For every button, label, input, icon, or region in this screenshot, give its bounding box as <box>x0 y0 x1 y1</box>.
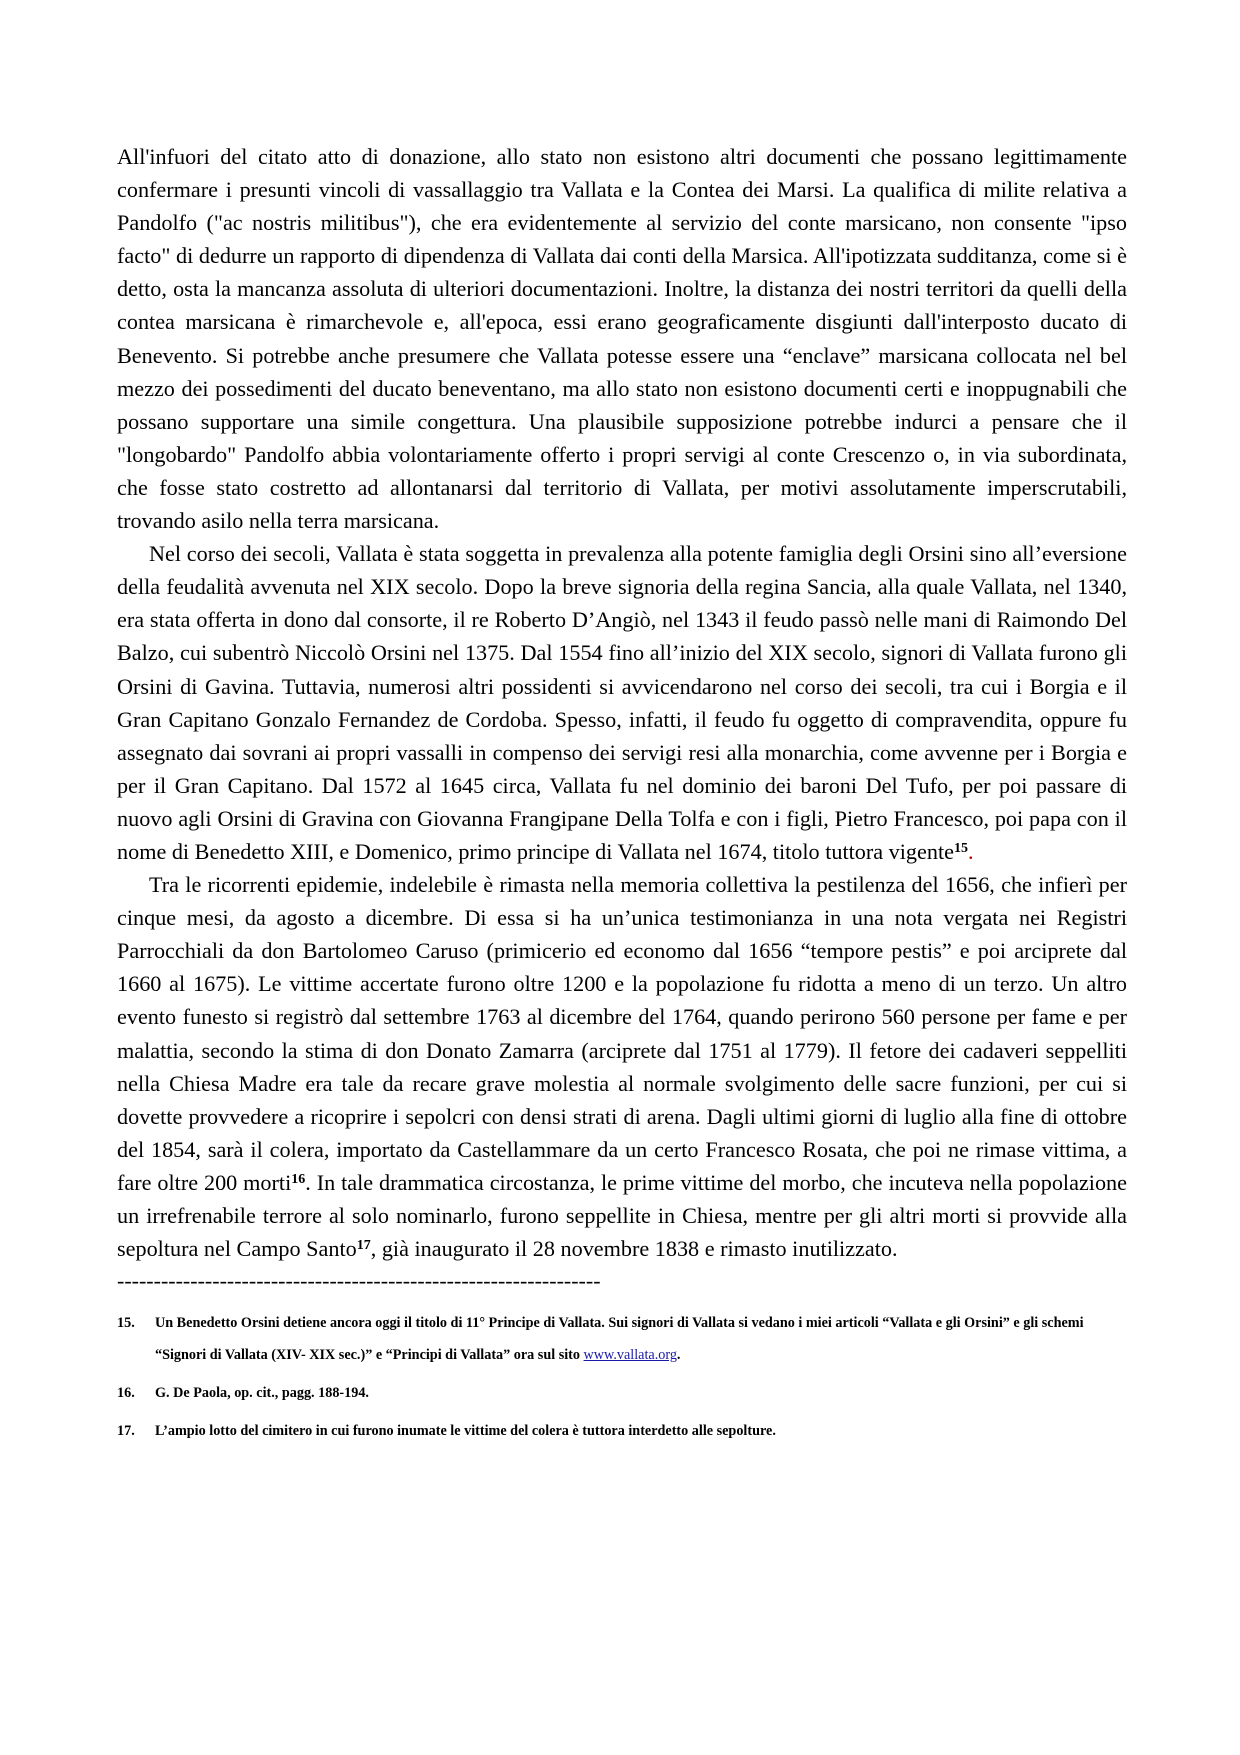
footnote-text: G. De Paola, op. cit., pagg. 188-194. <box>155 1385 369 1402</box>
footnote-ref-15: 15 <box>953 840 968 856</box>
paragraph-2-tail: . <box>967 838 974 864</box>
paragraph-3-text-b: . In tale drammatica circostanza, le prime vittime del morbo, che incuteva nella popolazione un irrefrenabile terrore al solo nominarlo, furono seppellite in Chiesa, mentre per gli altri morti si provvide alla sepoltura nel Campo Santo <box>117 1169 1127 1262</box>
footnote-number: 15. <box>117 1315 135 1332</box>
paragraph-3 <box>117 868 1127 1265</box>
paragraph-2 <box>117 537 1127 868</box>
footnote-number: 16. <box>117 1385 135 1402</box>
footnote-text: Un Benedetto Orsini detiene ancora oggi il titolo di 11° Principe di Vallata. Sui signori di Vallata si vedano i miei articoli “Vallata e gli Orsini” e gli schemi “Signori di Vallata (XIV- XIX sec.)” e “Principi di Vallata” ora sul sito <box>155 1315 1084 1364</box>
document-page <box>117 140 1127 1447</box>
footnote-ref-16: 16 <box>291 1171 306 1187</box>
paragraph-1: All'infuori del citato atto di donazione, allo stato non esistono altri documenti che possano legittimamente confermare i presunti vincoli di vassallaggio tra Vallata e la Contea dei Marsi. La qualifica di milite relativa a Pandolfo ("ac nostris militibus"), che era evidentemente al servizio del conte marsicano, non consente "ipso facto" di dedurre un rapporto di dipendenza di Vallata dai conti della Marsica. All'ipotizzata sudditanza, come si è detto, osta la mancanza assoluta di ulteriori documentazioni. Inoltre, la distanza dei nostri territori da quelli della contea marsicana è rimarchevole e, all'epoca, essi erano geograficamente disgiunti dall'interposto ducato di Benevento. Si potrebbe anche presumere che Vallata potesse essere una “enclave” marsicana collocata nel bel mezzo dei possedimenti del ducato beneventano, ma allo stato non esistono documenti certi e inoppugnabili che possano supportare una simile congettura. Una plausibile supposizione potrebbe indurci a pensare che il "longobardo" Pandolfo abbia volontariamente offerto i propri servigi al conte Crescenzo o, in via subordinata, che fosse stato costretto ad allontanarsi dal territorio di Vallata, per motivi assolutamente imperscrutabili, trovando asilo nella terra marsicana. <box>117 144 1127 534</box>
footnote-ref-17: 17 <box>356 1238 371 1254</box>
footnotes <box>117 1307 1127 1447</box>
footnote-text-end: . <box>676 1347 681 1364</box>
footnote-text: L’ampio lotto del cimitero in cui furono inumate le vittime del colera è tuttora interdetto alle sepolture. <box>155 1423 776 1440</box>
footnote-number: 17. <box>117 1423 135 1440</box>
footnote-15 <box>117 1307 1127 1371</box>
footnote-16 <box>117 1377 1127 1409</box>
footnote-separator: ------------------------------------------------------------------ <box>117 1273 601 1290</box>
footnote-17 <box>117 1415 1127 1447</box>
paragraph-2-text: Nel corso dei secoli, Vallata è stata soggetta in prevalenza alla potente famiglia degli Orsini sino all’eversione della feudalità avvenuta nel XIX secolo. Dopo la breve signoria della regina Sancia, alla quale Vallata, nel 1340, era stata offerta in dono dal consorte, il re Roberto D’Angiò, nel 1343 il feudo passò nelle mani di Raimondo Del Balzo, cui subentrò Niccolò Orsini nel 1375. Dal 1554 fino all’inizio del XIX secolo, signori di Vallata furono gli Orsini di Gavina. Tuttavia, numerosi altri possidenti si avvicendarono nel corso dei secoli, tra cui i Borgia e il Gran Capitano Gonzalo Fernandez de Cordoba. Spesso, infatti, il feudo fu oggetto di compravendita, oppure fu assegnato dai sovrani ai propri vassalli in compenso dei servigi resi alla monarchia, come avvenne per i Borgia e per il Gran Capitano. Dal 1572 al 1645 circa, Vallata fu nel dominio dei baroni Del Tufo, per poi passare di nuovo agli Orsini di Gravina con Giovanna Frangipane Della Tolfa e con i figli, Pietro Francesco, poi papa con il nome di Benedetto XIII, e Domenico, primo principe di Vallata nel 1674, titolo tuttora vigente <box>117 541 1127 864</box>
paragraph-3-text-c: , già inaugurato il 28 novembre 1838 e rimasto inutilizzato. <box>370 1236 898 1262</box>
website-link[interactable]: www.vallata.org <box>583 1347 677 1364</box>
paragraph-3-text-a: Tra le ricorrenti epidemie, indelebile è rimasta nella memoria collettiva la pestilenza del 1656, che infierì per cinque mesi, da agosto a dicembre. Di essa si ha un’unica testimonianza in una nota vergata nei Registri Parrocchiali da don Bartolomeo Caruso (primicerio ed economo dal 1656 “tempore pestis” e poi arciprete dal 1660 al 1675). Le vittime accertate furono oltre 1200 e la popolazione fu ridotta a meno di un terzo. Un altro evento funesto si registrò dal settembre 1763 al dicembre del 1764, quando perirono 560 persone per fame e per malattia, secondo la stima di don Donato Zamarra (arciprete dal 1751 al 1779). Il fetore dei cadaveri seppelliti nella Chiesa Madre era tale da recare grave molestia al normale svolgimento delle sacre funzioni, per cui si dovette provvedere a ricoprire i sepolcri con densi strati di arena. Dagli ultimi giorni di luglio alla fine di ottobre del 1854, sarà il colera, importato da Castellammare da un certo Francesco Rosata, che poi ne rimase vittima, a fare oltre 200 morti <box>117 872 1127 1195</box>
